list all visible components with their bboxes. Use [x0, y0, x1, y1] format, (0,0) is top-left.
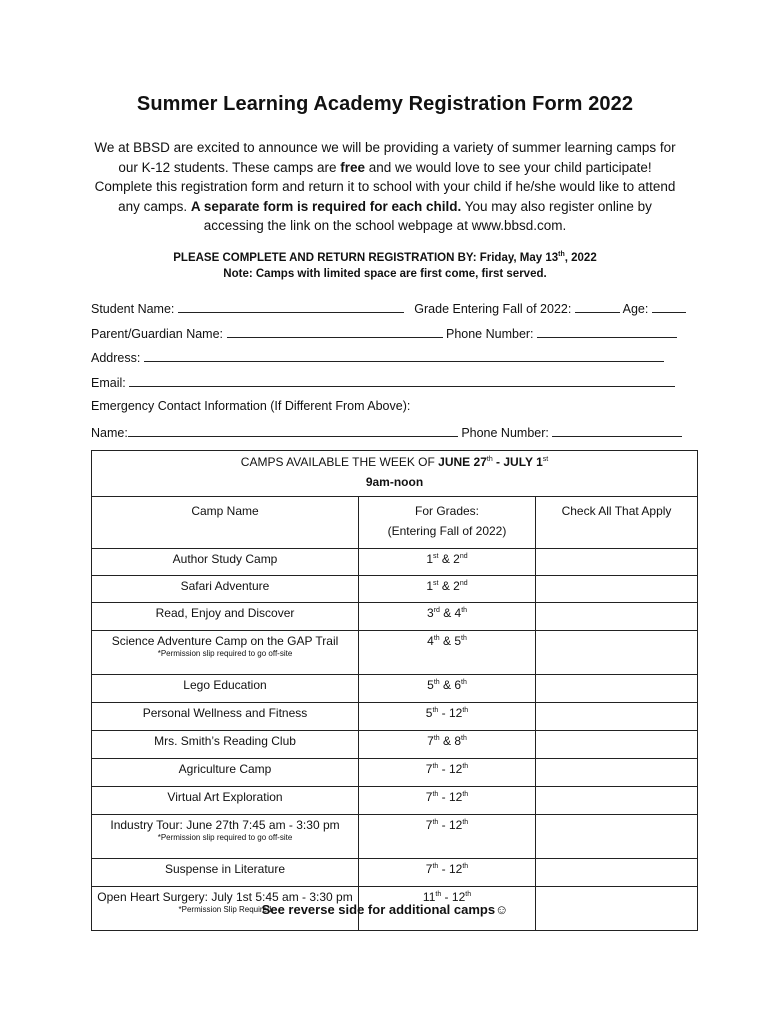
student-name-row: [91, 300, 686, 316]
grade-end: 12: [451, 890, 466, 904]
grade-start: 7: [425, 818, 433, 832]
deadline-sup: th: [558, 251, 565, 259]
grades-cell: [359, 859, 536, 887]
age-label: Age:: [622, 302, 649, 316]
parent-name-label: Parent/Guardian Name:: [91, 327, 224, 341]
grade-end: 12: [449, 818, 463, 832]
parent-row: [91, 325, 677, 341]
camp-name: Science Adventure Camp on the GAP Trail: [111, 634, 339, 648]
grade-separator: -: [438, 762, 449, 776]
camp-name: Personal Wellness and Fitness: [142, 706, 308, 720]
intro-text-1: We at BBSD are excited to announce we will be providing a variety of summer learning camps for our K-12 students. These camps are: [94, 140, 676, 175]
grade-start: 5: [425, 706, 433, 720]
grade-end: 12: [449, 706, 463, 720]
address-field[interactable]: [144, 349, 664, 362]
grades-cell: [359, 759, 536, 787]
camp-name-cell: [92, 787, 359, 815]
grade-start-sup: th: [433, 635, 440, 642]
grade-separator: &: [439, 634, 455, 648]
camp-name: Author Study Camp: [172, 552, 278, 566]
grades-cell: [359, 603, 536, 631]
camp-name: Mrs. Smith’s Reading Club: [154, 734, 296, 748]
camp-name-cell: [92, 675, 359, 703]
column-header-row: [92, 497, 698, 549]
check-cell[interactable]: [536, 759, 698, 787]
grades-cell: [359, 703, 536, 731]
email-label: Email:: [91, 376, 126, 390]
camps-table: [91, 450, 698, 931]
grade-separator: &: [438, 579, 454, 593]
table-row: [92, 631, 698, 675]
week-header-text: CAMPS AVAILABLE THE WEEK OF: [240, 455, 439, 469]
col-grades-line1: For Grades:: [414, 504, 480, 518]
col-grades: [359, 497, 536, 549]
intro-free: free: [340, 159, 365, 175]
table-row: [92, 675, 698, 703]
grade-end-sup: nd: [459, 553, 468, 560]
grade-separator: -: [438, 818, 449, 832]
table-row: [92, 703, 698, 731]
grade-end: 2: [453, 579, 460, 593]
intro-text-3: You may also register online by accessing the link on the school webpage at www.bbsd.com.: [203, 198, 652, 234]
grade-start: 3: [426, 606, 434, 620]
address-row: [91, 349, 664, 365]
grade-end-sup: th: [461, 679, 467, 686]
grade-end: 12: [449, 790, 463, 804]
camp-name-cell: [92, 859, 359, 887]
camp-name-cell: [92, 549, 359, 576]
grade-end: 8: [454, 734, 462, 748]
week-header-july: - JULY 1: [492, 455, 543, 469]
camp-name: Suspense in Literature: [164, 862, 286, 876]
check-cell[interactable]: [536, 787, 698, 815]
grade-start: 7: [425, 790, 433, 804]
grade-end: 4: [454, 606, 462, 620]
parent-name-field[interactable]: [227, 325, 443, 338]
grade-start-sup: st: [433, 553, 439, 560]
camp-name-cell: [92, 731, 359, 759]
camp-name: Read, Enjoy and Discover: [155, 606, 295, 620]
grade-separator: &: [439, 734, 455, 748]
week-header-line: [92, 452, 697, 472]
email-field[interactable]: [129, 374, 675, 387]
check-cell[interactable]: [536, 631, 698, 675]
grade-start-sup: th: [432, 763, 439, 770]
grade-start-sup: th: [435, 891, 442, 898]
grade-end: 12: [449, 862, 463, 876]
student-name-field[interactable]: [178, 300, 404, 313]
grade-end-sup: th: [462, 819, 469, 826]
deadline-text: PLEASE COMPLETE AND RETURN REGISTRATION BY: Friday, May 13: [173, 252, 559, 264]
camp-name: Safari Adventure: [180, 579, 270, 593]
grade-end-sup: th: [462, 791, 469, 798]
grade-separator: -: [438, 862, 449, 876]
age-field[interactable]: [652, 300, 686, 313]
deadline-notice: [0, 250, 770, 282]
phone-number-label: Phone Number:: [445, 327, 534, 341]
form-title: Summer Learning Academy Registration Form 2022: [136, 93, 634, 115]
grade-separator: -: [441, 890, 452, 904]
intro-text-2: and we would love to see your child participate! Complete this registration form and return it to school with your child if he/she would like to attend any camps.: [94, 159, 676, 214]
grades-cell: [359, 631, 536, 675]
table-row: [92, 787, 698, 815]
camp-name-cell: [92, 703, 359, 731]
phone-number-field[interactable]: [537, 325, 677, 338]
footer-note: See reverse side for additional camps☺: [261, 902, 509, 917]
grade-separator: &: [439, 606, 455, 620]
grade-end-sup: th: [462, 707, 469, 714]
grade-end-sup: th: [462, 863, 469, 870]
grades-cell: [359, 815, 536, 859]
grade-start: 7: [427, 734, 434, 748]
grade-start: 4: [427, 634, 434, 648]
check-cell[interactable]: [536, 549, 698, 576]
week-header-time: 9am-noon: [365, 475, 424, 489]
grades-cell: [359, 787, 536, 815]
grade-start-sup: th: [432, 819, 439, 826]
emergency-phone-label: Phone Number:: [461, 426, 549, 440]
camp-name-cell: [92, 815, 359, 859]
grade-end-sup: th: [461, 607, 468, 614]
grade-start: 1: [426, 579, 434, 593]
deadline-year: , 2022: [564, 252, 597, 264]
grade-start: 11: [422, 890, 436, 904]
table-row: [92, 576, 698, 603]
camp-note: *Permission slip required to go off-site: [157, 833, 293, 842]
col-check: Check All That Apply: [536, 497, 698, 549]
grade-separator: &: [439, 678, 455, 692]
camp-name: Industry Tour: June 27th 7:45 am - 3:30 pm: [110, 818, 340, 832]
grade-start-sup: th: [433, 735, 440, 742]
grade-start: 7: [425, 862, 433, 876]
week-header-sup2: st: [542, 456, 549, 463]
table-row: [92, 815, 698, 859]
grade-entering-field[interactable]: [575, 300, 620, 313]
camp-note: *Permission Slip Required: [178, 905, 272, 914]
grade-start-sup: th: [432, 863, 439, 870]
grade-separator: -: [438, 706, 449, 720]
camp-name-cell: [92, 631, 359, 675]
camp-name-cell: [92, 603, 359, 631]
grade-end: 6: [454, 678, 462, 692]
week-header-june: JUNE 27: [438, 455, 487, 469]
table-row: [92, 859, 698, 887]
grade-end-sup: th: [462, 763, 469, 770]
table-header-row: [92, 451, 698, 497]
grade-end-sup: th: [461, 635, 467, 642]
grades-cell: [359, 576, 536, 603]
emergency-row: [91, 424, 682, 440]
grades-cell: [359, 731, 536, 759]
student-name-label: Student Name:: [91, 302, 175, 316]
col-grades-line2: (Entering Fall of 2022): [387, 524, 507, 538]
email-row: [91, 374, 675, 390]
table-row: [92, 759, 698, 787]
grade-end-sup: th: [461, 735, 467, 742]
grade-end: 2: [453, 552, 460, 566]
table-row: [92, 603, 698, 631]
week-header: [92, 451, 698, 497]
table-row: [92, 731, 698, 759]
grade-separator: &: [438, 552, 454, 566]
check-cell[interactable]: [536, 731, 698, 759]
emergency-phone-field[interactable]: [552, 424, 682, 437]
camp-name: Virtual Art Exploration: [167, 790, 283, 804]
check-cell[interactable]: [536, 815, 698, 859]
week-header-sup1: th: [486, 456, 493, 463]
table-row: [92, 549, 698, 576]
intro-separate-form: A separate form is required for each child.: [190, 198, 462, 214]
col-camp-name: Camp Name: [92, 497, 359, 549]
grade-end-sup: nd: [459, 580, 468, 587]
camp-name: Lego Education: [183, 678, 267, 692]
camp-name: Agriculture Camp: [178, 762, 272, 776]
grade-start-sup: th: [432, 791, 439, 798]
address-label: Address:: [91, 351, 141, 365]
grades-cell: [359, 675, 536, 703]
emergency-label: Emergency Contact Information (If Different From Above):: [91, 399, 411, 413]
grade-end: 5: [454, 634, 462, 648]
camp-name-cell: [92, 576, 359, 603]
grade-start: 5: [427, 678, 434, 692]
grade-start-sup: th: [433, 679, 440, 686]
emergency-name-field[interactable]: [128, 424, 458, 437]
deadline-line: [0, 250, 770, 266]
grade-start-sup: rd: [433, 607, 440, 614]
grade-start: 7: [425, 762, 433, 776]
grades-cell: [359, 549, 536, 576]
emergency-name-label: Name:: [91, 426, 128, 440]
check-cell[interactable]: [536, 703, 698, 731]
camp-name: Open Heart Surgery: July 1st 5:45 am - 3:30 pm: [97, 890, 353, 904]
grade-separator: -: [438, 790, 449, 804]
grade-start: 1: [426, 552, 434, 566]
camp-rows: [92, 549, 698, 931]
check-cell[interactable]: [536, 859, 698, 887]
grade-end-sup: th: [465, 891, 472, 898]
camp-note: *Permission slip required to go off-site: [157, 649, 293, 658]
camp-name-cell: [92, 759, 359, 787]
grade-entering-label: Grade Entering Fall of 2022:: [414, 302, 572, 316]
grade-end: 12: [449, 762, 463, 776]
check-cell[interactable]: [536, 576, 698, 603]
grade-start-sup: th: [432, 707, 439, 714]
check-cell[interactable]: [536, 603, 698, 631]
grade-start-sup: st: [433, 580, 439, 587]
intro-paragraph: [90, 138, 680, 236]
check-cell[interactable]: [536, 675, 698, 703]
deadline-note: Note: Camps with limited space are first come, first served.: [223, 268, 547, 280]
